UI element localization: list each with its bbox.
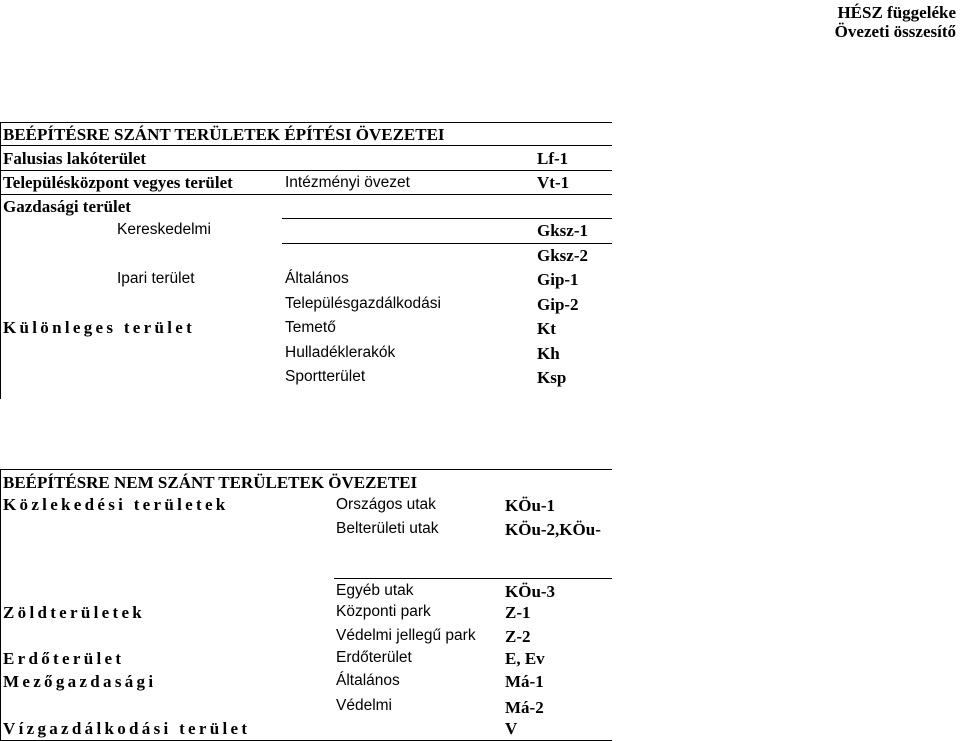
zone-subtype: Intézményi övezet bbox=[285, 174, 410, 191]
zone-code: Má-2 bbox=[505, 698, 544, 717]
zone-code: KÖu-3 bbox=[505, 582, 556, 601]
zone-code: V bbox=[505, 719, 518, 738]
zone-name: Ipari terület bbox=[117, 270, 195, 287]
zone-subtype: Hulladéklerakók bbox=[285, 344, 396, 361]
section2-title: BEÉPÍTÉSRE NEM SZÁNT TERÜLETEK ÖVEZETEI bbox=[3, 473, 418, 492]
zone-name: Zöldterületek bbox=[3, 603, 146, 622]
section1-divider bbox=[0, 145, 612, 146]
zone-subtype: Védelmi jellegű park bbox=[336, 627, 476, 644]
zone-name: Kereskedelmi bbox=[117, 221, 211, 238]
zone-name: Vízgazdálkodási terület bbox=[3, 719, 251, 738]
zone-name: Gazdasági terület bbox=[3, 197, 131, 216]
zone-code: Vt-1 bbox=[537, 173, 570, 192]
section1-divider bbox=[282, 243, 612, 244]
zone-subtype: Településgazdálkodási bbox=[285, 295, 441, 312]
zone-subtype: Védelmi bbox=[336, 697, 392, 714]
zone-subtype: Egyéb utak bbox=[336, 582, 414, 599]
zone-code: Z-2 bbox=[505, 627, 531, 646]
zone-code: Gksz-1 bbox=[537, 221, 588, 240]
section1-divider bbox=[282, 218, 612, 219]
zone-code: Ksp bbox=[537, 368, 567, 387]
section2-left-rule bbox=[0, 469, 1, 741]
zone-name: Mezőgazdasági bbox=[3, 672, 157, 691]
zone-subtype: Általános bbox=[336, 672, 400, 689]
zone-subtype: Belterületi utak bbox=[336, 520, 439, 537]
zone-subtype: Erdőterület bbox=[336, 649, 412, 666]
zone-code: Gksz-2 bbox=[537, 246, 588, 265]
section2-top-rule bbox=[0, 469, 612, 470]
section1-divider bbox=[0, 194, 612, 195]
zone-name: Falusias lakóterület bbox=[3, 149, 147, 168]
zone-code: KÖu-2,KÖu- bbox=[505, 520, 601, 539]
section1-left-rule bbox=[0, 122, 1, 399]
zone-name: Erdőterület bbox=[3, 649, 125, 668]
zone-code: Gip-1 bbox=[537, 270, 579, 289]
zone-code: Kh bbox=[537, 344, 560, 363]
zone-subtype: Sportterület bbox=[285, 368, 366, 385]
header-title: HÉSZ függeléke bbox=[837, 3, 956, 22]
header-subtitle: Övezeti összesítő bbox=[834, 22, 956, 41]
zone-subtype: Központi park bbox=[336, 603, 431, 620]
zone-code: Lf-1 bbox=[537, 149, 569, 168]
zone-code: Má-1 bbox=[505, 672, 544, 691]
section1-divider bbox=[0, 170, 612, 171]
zone-code: KÖu-1 bbox=[505, 496, 556, 515]
zone-code: Z-1 bbox=[505, 603, 531, 622]
section1-top-rule bbox=[0, 122, 612, 123]
zone-subtype: Általános bbox=[285, 270, 349, 287]
zone-code: E, Ev bbox=[505, 649, 545, 668]
zone-subtype: Temető bbox=[285, 319, 336, 336]
zone-code: Gip-2 bbox=[537, 295, 579, 314]
section1-title: BEÉPÍTÉSRE SZÁNT TERÜLETEK ÉPÍTÉSI ÖVEZETEI bbox=[3, 125, 445, 144]
zone-name: Településközpont vegyes terület bbox=[3, 173, 233, 192]
section2-divider bbox=[334, 578, 612, 579]
zone-code: Kt bbox=[537, 319, 556, 338]
zone-name: Közlekedési területek bbox=[3, 495, 229, 514]
zone-subtype: Országos utak bbox=[336, 496, 436, 513]
zone-name: Különleges terület bbox=[3, 318, 196, 337]
